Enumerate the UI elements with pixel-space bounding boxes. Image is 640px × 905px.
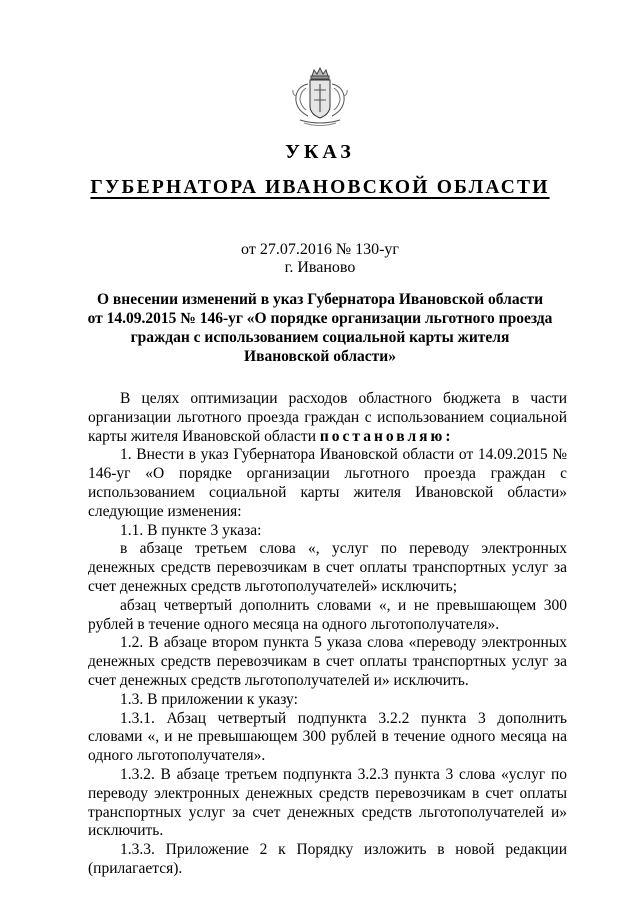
paragraph-1-3: 1.3. В приложении к указу:	[120, 690, 298, 708]
issuer-heading: ГУБЕРНАТОРА ИВАНОВСКОЙ ОБЛАСТИ	[90, 177, 550, 198]
paragraph-1-1-a: в абзаце третьем слова «, услуг по переводу электронных денежных средств перевозчикам в счет оплаты транспортных услуг за счет денежных средств льготополучателей» исключить;	[88, 540, 567, 595]
paragraph-1-3-3: 1.3.3. Приложение 2 к Порядку изложить в новой редакции (прилагается).	[88, 841, 567, 877]
preamble-paragraph	[88, 390, 567, 446]
document-body	[88, 390, 567, 879]
subject-line: граждан с использованием социальной карты жителя	[130, 329, 510, 346]
coat-of-arms-icon	[288, 66, 352, 128]
paragraph-1: 1. Внести в указ Губернатора Ивановской области от 14.09.2015 № 146-уг «О порядке организации льготного проезда граждан с использованием социальной карты жителя Ивановской области» следующие изменения:	[88, 446, 567, 520]
paragraph-1-1: 1.1. В пункте 3 указа:	[120, 521, 262, 539]
document-city: г. Иваново	[284, 259, 356, 276]
paragraph-1-2: 1.2. В абзаце втором пункта 5 указа слова «переводу электронных денежных средств перевозчикам в счет оплаты транспортных услуг за счет денежных средств льготополучателей и» исключить.	[88, 634, 567, 689]
document-date-number: от 27.07.2016 № 130-уг	[241, 241, 399, 258]
subject-line: О внесении изменений в указ Губернатора Ивановской области	[96, 291, 544, 308]
document-subject	[80, 290, 560, 366]
paragraph-1-1-b: абзац четвертый дополнить словами «, и не превышающем 300 рублей в течение одного месяца на одного льготополучателя».	[88, 596, 567, 633]
paragraph-1-3-2: 1.3.2. В абзаце третьем подпункта 3.2.3 пункта 3 слова «услуг по переводу электронных денежных средств перевозчикам в счет оплаты транспортных услуг за счет денежных средств льготополучателей и» исключить.	[88, 765, 567, 840]
paragraph-1-3-1: 1.3.1. Абзац четвертый подпункта 3.2.2 пункта 3 дополнить словами «, и не превышающем 300 рублей в течение одного месяца на одного льготополучателя».	[88, 709, 567, 765]
decree-keyword: постановляю:	[319, 427, 454, 445]
subject-line: от 14.09.2015 № 146-уг «О порядке организации льготного проезда	[87, 310, 553, 327]
subject-line: Ивановской области»	[244, 348, 396, 365]
document-type-heading: УКАЗ	[285, 141, 355, 163]
preamble-text: В целях оптимизации расходов областного бюджета в части организации льготного проезда граждан с использованием социальной карты жителя Ивановской области	[88, 390, 567, 445]
